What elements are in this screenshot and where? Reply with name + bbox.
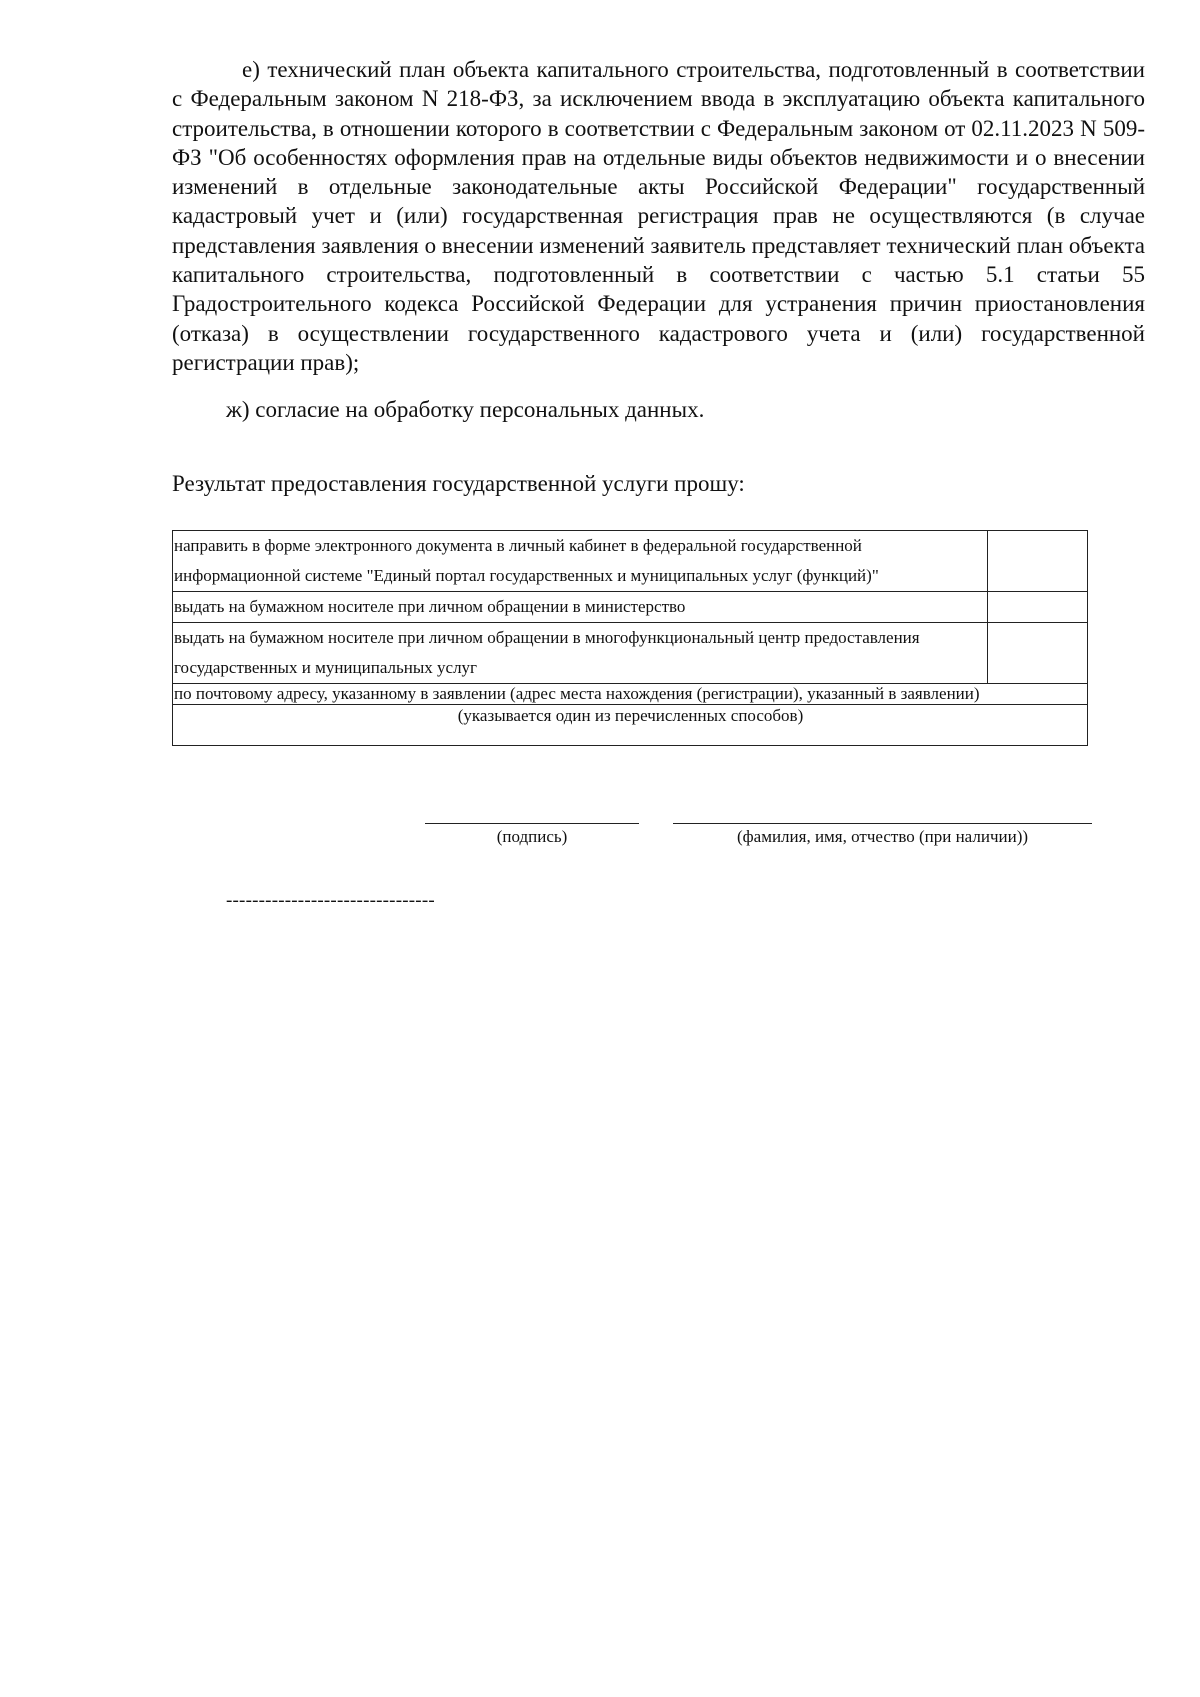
paragraph-item-e: е) технический план объекта капитального строительства, подготовленный в соответствии с Федеральным законом N 218-ФЗ, за исключением ввода в эксплуатацию объекта капитального строительства, в отношении которого в соответствии с Федеральным законом от 02.11.2023 N 509-ФЗ "Об особенностях оформления прав на отдельные виды объектов недвижимости и о внесении изменений в отдельные законодательные акты Российской Федерации" государственный кадастровый учет и (или) государственная регистрация прав не осуществляются (в случае представления заявления о внесении изменений заявитель представляет технический план объекта капитального строительства, подготовленный в соответствии с частью 5.1 статьи 55 Градостроительного кодекса Российской Федерации для устранения причин приостановления (отказа) в осуществлении государственного кадастрового учета и (или) государственной регистрации прав); xyxy=(172,57,1145,375)
option-mfc-label: выдать на бумажном носителе при личном обращении в многофункциональный центр предоставления государственных и муниципальных услуг xyxy=(174,628,920,677)
table-row xyxy=(173,592,1088,623)
table-row xyxy=(173,531,1088,592)
option-mark-cell-ministry[interactable] xyxy=(988,592,1088,623)
option-label-cell xyxy=(173,623,988,684)
option-postal-label: по почтовому адресу, указанному в заявлении (адрес места нахождения (регистрации), указанный в заявлении) xyxy=(174,684,980,703)
result-options-table xyxy=(172,530,1088,746)
footnote-separator: -------------------------------- xyxy=(226,890,435,911)
option-label-cell xyxy=(173,531,988,592)
options-note-cell xyxy=(173,705,1088,746)
option-mark-cell-mfc[interactable] xyxy=(988,623,1088,684)
options-note: (указывается один из перечисленных способов) xyxy=(457,706,804,725)
table-row xyxy=(173,684,1088,705)
table-row xyxy=(173,705,1088,746)
option-ministry-label: выдать на бумажном носителе при личном обращении в министерство xyxy=(174,597,686,616)
option-postal-cell[interactable] xyxy=(173,684,1088,705)
option-mark-cell-electronic[interactable] xyxy=(988,531,1088,592)
signature-caption: (подпись) xyxy=(496,827,568,846)
option-label-cell xyxy=(173,592,988,623)
table-row xyxy=(173,623,1088,684)
option-electronic-label: направить в форме электронного документа в личный кабинет в федеральной государственной информационной системе "Единый портал государственных и муниципальных услуг (функций)" xyxy=(174,536,879,585)
full-name-line[interactable] xyxy=(673,823,1092,824)
paragraph-item-zh: ж) согласие на обработку персональных данных. xyxy=(226,397,705,422)
full-name-caption: (фамилия, имя, отчество (при наличии)) xyxy=(736,827,1029,846)
signature-line[interactable] xyxy=(425,823,639,824)
result-request-label: Результат предоставления государственной услуги прошу: xyxy=(172,471,745,496)
